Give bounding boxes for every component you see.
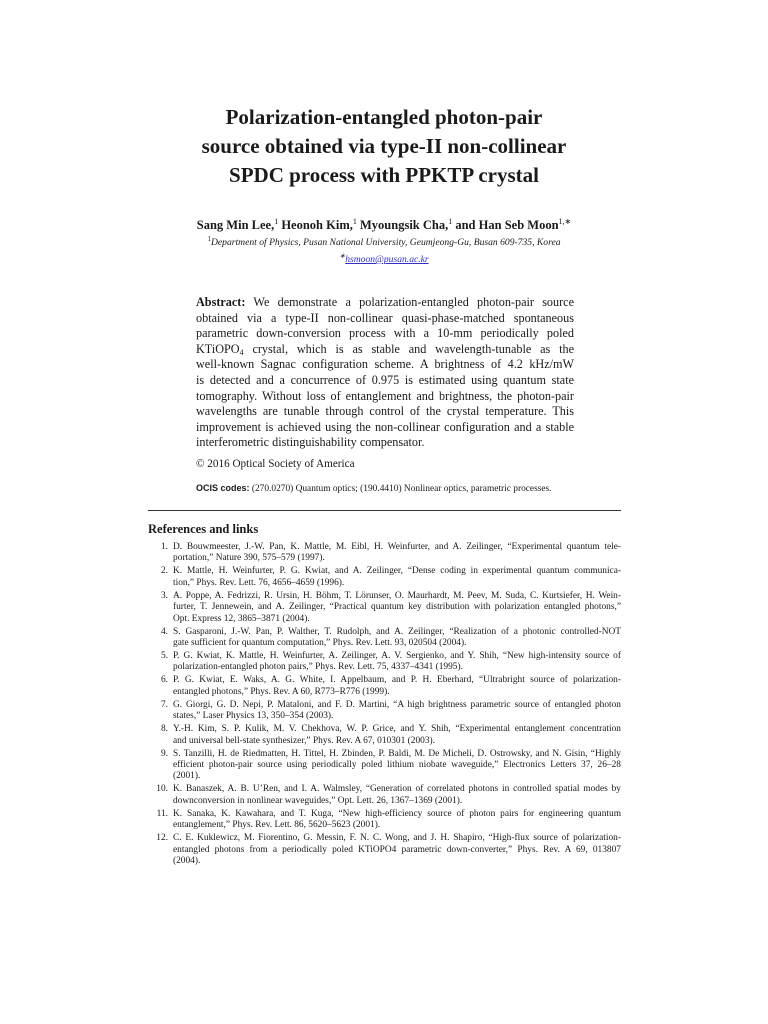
abstract-line [196,342,574,358]
reference-line: (2004). [173,856,201,867]
reference-line: portation,” Nature 390, 575–579 (1997). [173,553,325,564]
abstract-text: We demonstrate a polarization-entangled photon-pair source [253,295,574,309]
affiliation-text: Department of Physics, Pusan National University, Geumjeong-Gu, Busan 609-735, Korea [210,237,561,248]
reference-number: 11. [156,808,168,819]
formula-text: KTiOPO [196,341,240,356]
author-name: Heonoh Kim, [281,218,353,232]
reference-number: 8. [160,724,168,735]
reference-number: 6. [160,675,168,686]
corresponding-email [150,253,618,266]
reference-number: 9. [160,748,168,759]
abstract-line: well-known Sagnac configuration scheme. A brightness of 4.2 kHz/mW [196,357,574,372]
abstract-line [196,295,574,311]
reference-number: 4. [160,626,168,637]
author-name: Myoungsik Cha, [360,218,449,232]
reference-number: 12. [156,833,168,844]
title-line: source obtained via type-II non-collinear [201,134,567,158]
reference-number: 5. [160,651,168,662]
reference-item [148,627,621,650]
reference-line: G. Giorgi, G. D. Nepi, P. Mataloni, and F. D. Martini, “A high brightness parametric source of entangled photon [173,699,621,710]
abstract-line: improvement is achieved using the non-collinear configuration and a stable [196,419,574,434]
email-mark: ∗ [339,252,346,260]
reference-item [148,651,621,674]
abstract [196,295,574,451]
reference-line: entangled photons,” Phys. Rev. A 60, R773–R776 (1999). [173,686,390,697]
reference-line: K. Banaszek, A. B. U’Ren, and I. A. Walmsley, “Generation of correlated photons in controlled spatial modes by [173,784,621,795]
email-link[interactable]: hsmoon@pusan.ac.kr [345,254,429,265]
abstract-line: tomography. Without loss of entanglement and brightness, the photon-pair [196,388,574,403]
reference-line: furter, T. Jennewein, and A. Zeilinger, “Practical quantum key distribution with polarization entangled photons,” [173,602,621,613]
ocis-label: OCIS codes: [196,483,250,493]
reference-line: K. Sanaka, K. Kawahara, and T. Kuga, “New high-efficiency source of photon pairs for engineering quantum [173,808,621,819]
reference-line: downconversion in nonlinear waveguides,” Opt. Lett. 26, 1367–1369 (2001). [173,795,463,806]
reference-line: polarization-entangled photon pairs,” Phys. Rev. Lett. 75, 4337–4341 (1995). [173,662,463,673]
chemical-formula [196,342,244,356]
reference-number: 2. [160,566,168,577]
reference-number: 3. [160,590,168,601]
reference-item [148,809,621,832]
reference-line: P. G. Kwiat, E. Waks, A. G. White, I. Appelbaum, and P. H. Eberhard, “Ultrabright source of polarization- [173,675,621,686]
formula-subscript: 4 [239,347,244,357]
abstract-line: obtained via a type-II non-collinear quasi-phase-matched spontaneous [196,310,574,325]
reference-item [148,724,621,747]
reference-item [148,700,621,723]
reference-line: Opt. Express 12, 3865–3871 (2004). [173,613,310,624]
author-list [150,217,618,233]
reference-number: 1. [160,542,168,552]
reference-line: (2001). [173,771,201,782]
reference-line: K. Mattle, H. Weinfurter, P. G. Kwiat, and A. Zeilinger, “Dense coding in experimental quantum communica- [173,566,621,577]
reference-line: entanglement,” Phys. Rev. Lett. 86, 5620–5623 (2001). [173,820,381,831]
reference-item [148,566,621,589]
author-affil-mark: 1 [448,217,453,226]
abstract-line: is detected and a concurrence of 0.975 is estimated using quantum state [196,372,574,387]
author-affil-mark: 1 [274,217,279,226]
ocis-codes [196,483,552,494]
reference-line: entangled photons from a periodically poled KTiOPO4 parametric down-converter,” Phys. Rev. A 69, 013807 [173,844,621,855]
abstract-text: crystal, which is as stable and wavelength-tunable as the [252,341,574,356]
reference-line: C. E. Kuklewicz, M. Fiorentino, G. Messin, F. N. C. Wong, and J. H. Shapiro, “High-flux source of polarization- [173,833,621,844]
paper-title [150,103,618,190]
reference-item [148,591,621,625]
copyright-notice: © 2016 Optical Society of America [196,458,355,470]
reference-line: S. Tanzilli, H. de Riedmatten, H. Tittel, H. Zbinden, P. Baldi, M. De Micheli, D. Ostrowsky, and N. Gisin, “Highly [173,748,621,759]
reference-line: tion,” Phys. Rev. Lett. 76, 4656–4659 (1996). [173,577,345,588]
reference-line: A. Poppe, A. Fedrizzi, R. Ursin, H. Böhm, T. Lörunser, O. Maurhardt, M. Peev, M. Suda, C. Kurtsiefer, H. Wein- [173,590,621,601]
abstract-line: wavelengths are tunable through control of the crystal temperature. This [196,404,574,419]
section-divider [148,510,621,511]
reference-line: efficient photon-pair source using periodically poled lithium niobate waveguide,” Electronics Letters 37, 26–28 [173,760,621,771]
author-name: and Han Seb Moon [455,218,559,232]
author-affil-mark: 1,∗ [558,217,572,226]
reference-line: D. Bouwmeester, J.-W. Pan, K. Mattle, M. Eibl, H. Weinfurter, and A. Zeilinger, “Experimental quantum tele- [173,542,621,552]
reference-line: and universal bell-state synthesizer,” Phys. Rev. A 67, 010301 (2003). [173,735,435,746]
reference-item [148,784,621,807]
reference-line: P. G. Kwiat, K. Mattle, H. Weinfurter, A. Zeilinger, A. V. Sergienko, and Y. Shih, “New high-intensity source of [173,651,621,662]
author-affil-mark: 1 [352,217,357,226]
reference-item [148,675,621,698]
reference-line: states,” Laser Physics 13, 350–354 (2003). [173,711,334,722]
reference-line: S. Gasparoni, J.-W. Pan, P. Walther, T. Rudolph, and A. Zeilinger, “Realization of a photonic controlled-NOT [173,626,621,637]
title-line: Polarization-entangled photon-pair [225,105,543,129]
author-name: Sang Min Lee, [196,218,275,232]
abstract-line: parametric down-conversion process with a 10-mm periodically poled [196,326,574,341]
abstract-label: Abstract: [196,295,246,309]
reference-line: Y.-H. Kim, S. P. Kulik, M. V. Chekhova, W. P. Grice, and Y. Shih, “Experimental entanglement concentration [173,724,621,735]
reference-line: gate sufficient for quantum computation,” Phys. Rev. Lett. 93, 020504 (2004). [173,638,467,649]
reference-item [148,749,621,783]
abstract-line: interferometric distinguishability compensator. [196,435,425,450]
reference-number: 7. [160,699,168,710]
title-line: SPDC process with PPKTP crystal [229,163,539,187]
reference-item [148,833,621,867]
reference-list [148,542,621,869]
reference-number: 10. [156,784,168,795]
affiliation [150,236,618,249]
references-heading: References and links [148,522,259,536]
reference-item [148,542,621,565]
ocis-text: (270.0270) Quantum optics; (190.4410) Nonlinear optics, parametric processes. [251,484,552,494]
affiliation-mark: 1 [207,235,211,243]
